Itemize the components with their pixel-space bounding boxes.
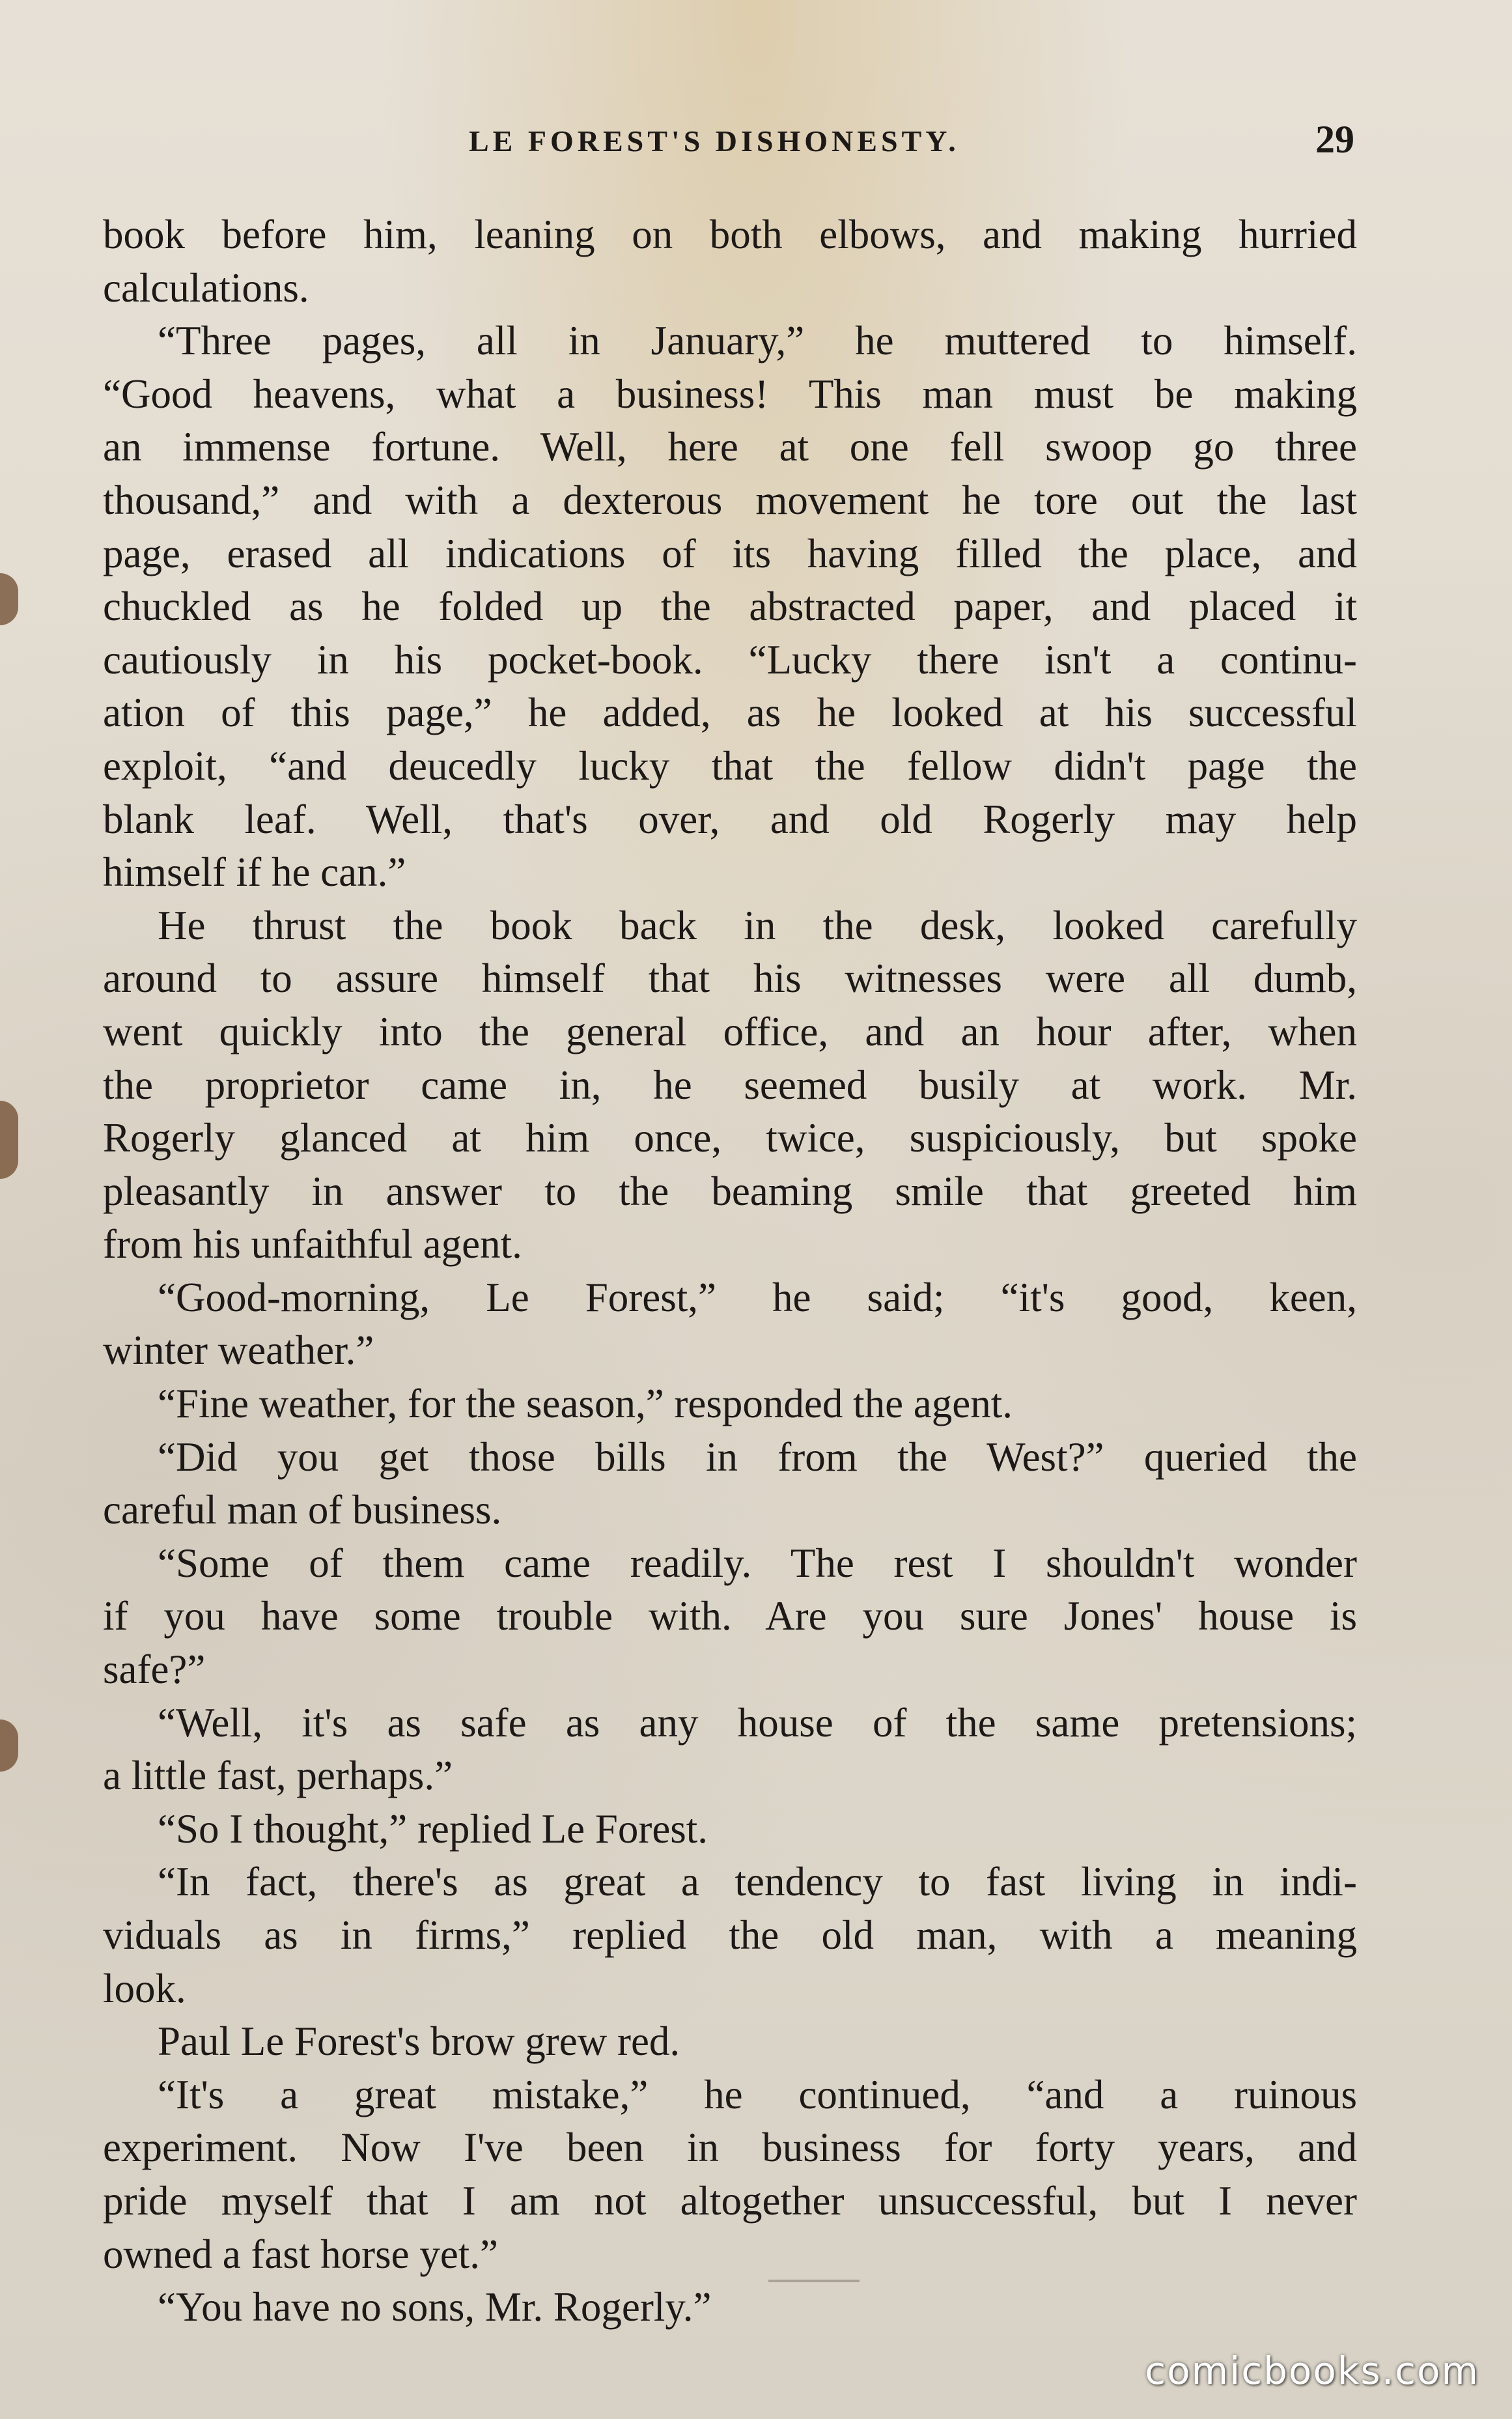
binding-mark [0, 573, 18, 625]
text-line: thousand,” and with a dexterous movement he tore out the last [103, 477, 1357, 523]
text-line: safe?” [103, 1647, 206, 1693]
text-line: around to assure himself that his witnesses were all dumb, [103, 955, 1357, 1002]
text-line: “Did you get those bills in from the West?” queried the [158, 1434, 1357, 1480]
text-line: “Fine weather, for the season,” responded the agent. [158, 1381, 1013, 1427]
text-line: himself if he can.” [103, 849, 406, 896]
text-line: ation of this page,” he added, as he looked at his successful [103, 690, 1357, 736]
text-line: an immense fortune. Well, here at one fell swoop go three [103, 424, 1357, 470]
binding-mark [0, 1719, 18, 1772]
text-line: chuckled as he folded up the abstracted paper, and placed it [103, 584, 1357, 630]
text-line: page, erased all indications of its having filled the place, and [103, 530, 1357, 576]
text-line: calculations. [103, 264, 309, 311]
text-line: He thrust the book back in the desk, looked carefully [158, 902, 1357, 948]
body-text [103, 208, 1357, 2334]
text-line: look. [103, 1965, 186, 2011]
text-line: “Some of them came readily. The rest I shouldn't wonder [158, 1540, 1357, 1586]
text-line: “Good-morning, Le Forest,” he said; “it's good, keen, [158, 1274, 1357, 1320]
text-line: winter weather.” [103, 1327, 374, 1374]
text-line: “So I thought,” replied Le Forest. [158, 1805, 708, 1852]
text-line: from his unfaithful agent. [103, 1221, 522, 1267]
text-line: “Three pages, all in January,” he muttered to himself. [158, 318, 1357, 364]
text-line: “It's a great mistake,” he continued, “and a ruinous [158, 2071, 1357, 2117]
text-line: went quickly into the general office, and an hour after, when [103, 1008, 1357, 1054]
text-line: careful man of business. [103, 1487, 502, 1533]
text-line: “In fact, there's as great a tendency to fast living in indi- [158, 1859, 1357, 1905]
text-line: blank leaf. Well, that's over, and old Rogerly may help [103, 796, 1357, 842]
text-line: viduals as in firms,” replied the old man, with a meaning [103, 1912, 1357, 1958]
text-line: pleasantly in answer to the beaming smile that greeted him [103, 1168, 1357, 1214]
text-line: “Good heavens, what a business! This man must be making [103, 371, 1357, 417]
text-line: owned a fast horse yet.” [103, 2231, 499, 2277]
binding-mark [0, 1101, 18, 1179]
page-header [104, 117, 1354, 169]
footer-rule [768, 2280, 860, 2282]
text-line: “Well, it's as safe as any house of the same pretensions; [158, 1699, 1357, 1746]
text-line: book before him, leaning on both elbows, and making hurried [103, 212, 1357, 257]
page-number: 29 [1315, 118, 1354, 161]
text-line: cautiously in his pocket-book. “Lucky there isn't a continu- [103, 636, 1357, 683]
watermark: comicbooks.com [1145, 2349, 1479, 2393]
running-head: LE FOREST'S DISHONESTY. [469, 124, 960, 158]
text-line: Rogerly glanced at him once, twice, suspiciously, but spoke [103, 1115, 1357, 1161]
text-line: the proprietor came in, he seemed busily at work. Mr. [103, 1062, 1357, 1108]
text-line: a little fast, perhaps.” [103, 1753, 453, 1799]
text-line: if you have some trouble with. Are you sure Jones' house is [103, 1593, 1357, 1639]
text-line: experiment. Now I've been in business for forty years, and [103, 2125, 1357, 2171]
text-line: exploit, “and deucedly lucky that the fellow didn't page the [103, 743, 1357, 789]
text-line: pride myself that I am not altogether unsuccessful, but I never [103, 2177, 1357, 2224]
text-line: “You have no sons, Mr. Rogerly.” [158, 2284, 712, 2330]
text-line: Paul Le Forest's brow grew red. [158, 2018, 680, 2065]
